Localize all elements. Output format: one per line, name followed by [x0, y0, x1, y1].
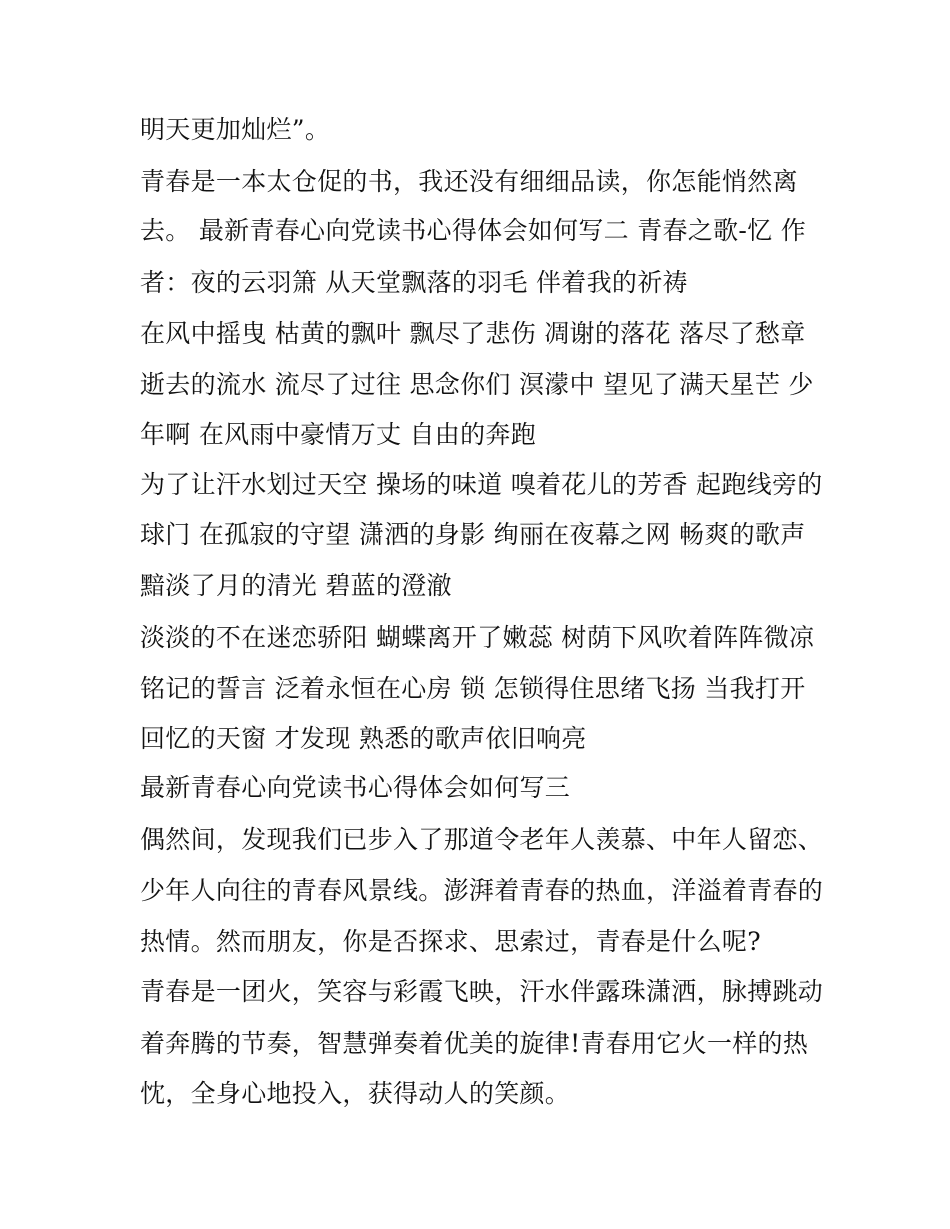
- text-line: 热情。然而朋友，你是否探求、思索过，青春是什么呢?: [140, 927, 761, 956]
- text-line: 者：夜的云羽箫 从天堂飘落的羽毛 伴着我的祈祷: [140, 268, 688, 297]
- text-line: 少年人向往的青春风景线。澎湃着青春的热血，洋溢着青春的: [140, 876, 824, 905]
- text-line: 在风中摇曳 枯黄的飘叶 飘尽了悲伤 凋谢的落花 落尽了愁章: [140, 319, 806, 348]
- text-line: 回忆的天窗 才发现 熟悉的歌声依旧响亮: [140, 724, 587, 753]
- text-line: 忱，全身心地投入，获得动人的笑颜。: [140, 1079, 571, 1108]
- text-line: 球门 在孤寂的守望 潇洒的身影 绚丽在夜幕之网 畅爽的歌声: [140, 520, 806, 549]
- text-line: 青春是一本太仓促的书，我还没有细细品读，你怎能悄然离: [140, 167, 798, 196]
- text-line: 偶然间，发现我们已步入了那道令老年人羡慕、中年人留恋、: [140, 825, 824, 854]
- text-line: 逝去的流水 流尽了过往 思念你们 溟濛中 望见了满天星芒 少: [140, 370, 814, 399]
- text-line: 年啊 在风雨中豪情万丈 自由的奔跑: [140, 420, 536, 449]
- text-line: 铭记的誓言 泛着永恒在心房 锁 怎锁得住思绪飞扬 当我打开: [140, 674, 806, 703]
- text-line: 明天更加灿烂”。: [140, 115, 331, 144]
- text-line: 为了让汗水划过天空 操场的味道 嗅着花儿的芳香 起跑线旁的: [140, 470, 823, 499]
- text-line: 黯淡了月的清光 碧蓝的澄澈: [140, 571, 452, 600]
- text-line: 去。 最新青春心向党读书心得体会如何写二 青春之歌-忆 作: [140, 216, 806, 245]
- section-heading: 最新青春心向党读书心得体会如何写三: [140, 773, 571, 802]
- text-line: 着奔腾的节奏，智慧弹奏着优美的旋律!青春用它火一样的热: [140, 1029, 809, 1058]
- text-line: 淡淡的不在迷恋骄阳 蝴蝶离开了嫩蕊 树荫下风吹着阵阵微凉: [140, 623, 815, 652]
- text-line: 青春是一团火，笑容与彩霞飞映，汗水伴露珠潇洒，脉搏跳动: [140, 977, 824, 1006]
